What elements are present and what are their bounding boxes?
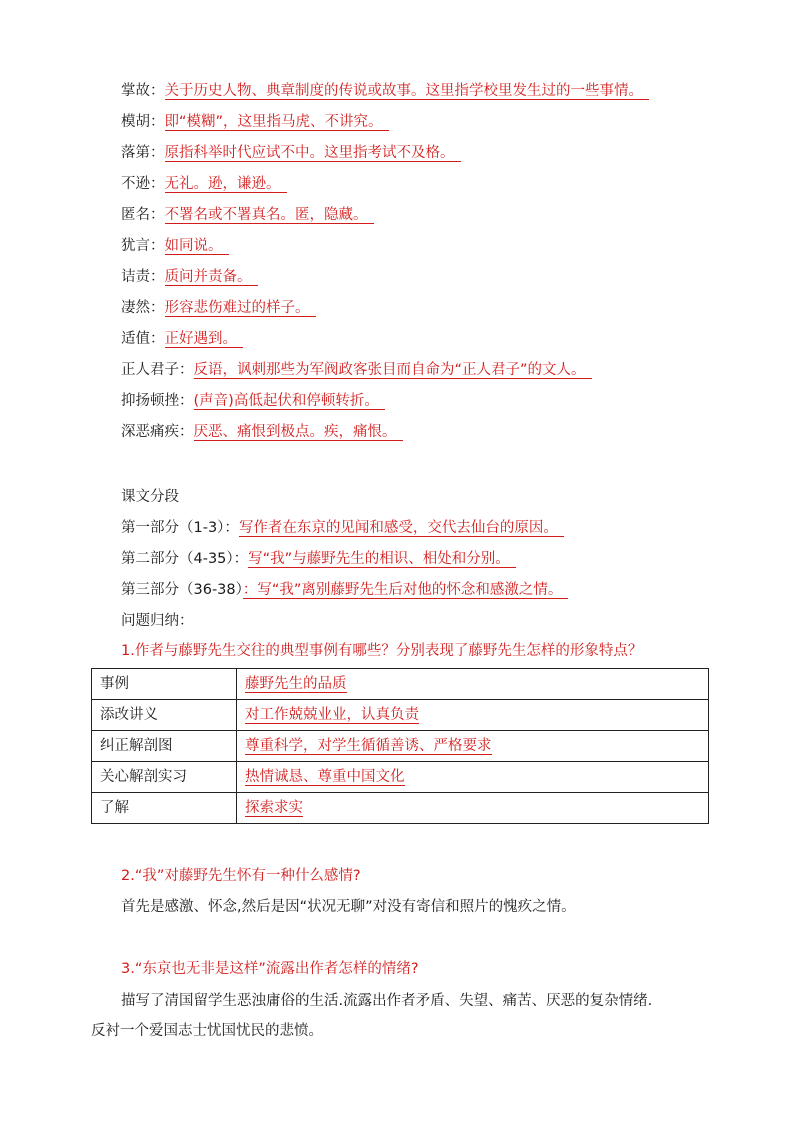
vocab-item [121, 390, 649, 421]
vocab-term: 抑扬顿挫： [121, 393, 194, 409]
vocab-term: 模胡： [121, 114, 165, 130]
vocab-definition: 关于历史人物、典章制度的传说或故事。这里指学校里发生过的一些事情。 [165, 83, 650, 100]
sections-heading: 课文分段 [121, 489, 179, 505]
question-3: 3.“东京也无非是这样”流露出作者怎样的情绪? [121, 961, 419, 977]
table-row [92, 700, 709, 731]
table-cell-example: 添改讲义 [92, 700, 237, 731]
table-row [92, 669, 709, 700]
vocab-term: 落第： [121, 145, 165, 161]
vocab-term: 掌故： [121, 83, 165, 99]
vocab-definition: 反语，讽刺那些为军阀政客张目而自命为“正人君子”的文人。 [194, 362, 592, 379]
vocab-item [121, 266, 649, 297]
table-row [92, 762, 709, 793]
answer-3-line-2: 反衬一个爱国志士忧国忧民的悲愤。 [91, 1023, 323, 1039]
part-label: 第一部分（1-3）： [121, 520, 239, 536]
vocab-definition: 无礼。逊，谦逊。 [165, 176, 287, 193]
vocab-definition: 形容悲伤难过的样子。 [165, 300, 316, 317]
section-part [121, 548, 568, 579]
vocab-definition: 正好遇到。 [165, 331, 244, 348]
question-1: 1.作者与藤野先生交往的典型事例有哪些？分别表现了藤野先生怎样的形象特点？ [121, 643, 643, 659]
part-label: 第二部分（4-35）： [121, 551, 249, 567]
vocab-term: 犹言： [121, 238, 165, 254]
part-description: ：写“我”离别藤野先生后对他的怀念和感激之情。 [243, 582, 569, 599]
vocab-definition: 厌恶、痛恨到极点。疾，痛恨。 [194, 424, 403, 441]
section-part [121, 517, 568, 548]
vocab-term: 匿名： [121, 207, 165, 223]
vocab-item [121, 297, 649, 328]
vocab-definition: 即“模糊”，这里指马虎、不讲究。 [165, 114, 389, 131]
table-cell-example: 纠正解剖图 [92, 731, 237, 762]
part-description: 写“我”与藤野先生的相识、相处和分别。 [248, 551, 516, 568]
answer-3-line-1: 描写了清国留学生恶浊庸俗的生活.流露出作者矛盾、失望、痛苦、厌恶的复杂情绪. [121, 993, 653, 1009]
vocab-item [121, 142, 649, 173]
vocab-definition: (声音)高低起伏和停顿转折。 [194, 393, 385, 410]
answer-2: 首先是感激、怀念,然后是因“状况无聊”对没有寄信和照片的愧疚之情。 [121, 899, 576, 915]
vocab-item [121, 173, 649, 204]
vocab-item [121, 235, 649, 266]
vocab-term: 凄然： [121, 300, 165, 316]
vocab-item [121, 328, 649, 359]
vocab-term: 不逊： [121, 176, 165, 192]
question-2: 2.“我”对藤野先生怀有一种什么感情? [121, 868, 361, 884]
table-cell-quality: 对工作兢兢业业，认真负责 [237, 700, 709, 731]
vocab-item [121, 359, 649, 390]
table-cell-quality: 热情诚恳、尊重中国文化 [237, 762, 709, 793]
vocab-definition: 如同说。 [165, 238, 229, 255]
table-row [92, 793, 709, 824]
table-cell-quality: 探索求实 [237, 793, 709, 824]
vocabulary-list [121, 80, 649, 452]
section-part [121, 579, 568, 610]
vocab-term: 适值： [121, 331, 165, 347]
vocab-item [121, 80, 649, 111]
vocab-term: 深恶痛疾： [121, 424, 194, 440]
vocab-definition: 质问并责备。 [165, 269, 258, 286]
vocab-item [121, 421, 649, 452]
part-label: 第三部分（36-38） [121, 582, 243, 598]
table-cell-quality: 尊重科学，对学生循循善诱、严格要求 [237, 731, 709, 762]
vocab-item [121, 111, 649, 142]
table-cell-example: 关心解剖实习 [92, 762, 237, 793]
vocab-definition: 不署名或不署真名。匿，隐藏。 [165, 207, 374, 224]
part-description: 写作者在东京的见闻和感受，交代去仙台的原因。 [239, 520, 564, 537]
vocab-definition: 原指科举时代应试不中。这里指考试不及格。 [165, 145, 461, 162]
text-sections [121, 486, 568, 641]
table-cell-example: 了解 [92, 793, 237, 824]
vocab-term: 正人君子： [121, 362, 194, 378]
table-cell-quality: 藤野先生的品质 [237, 669, 709, 700]
vocab-term: 诘责： [121, 269, 165, 285]
table-cell-example: 事例 [92, 669, 237, 700]
table-row [92, 731, 709, 762]
examples-table [91, 668, 709, 824]
vocab-item [121, 204, 649, 235]
summary-heading: 问题归纳： [121, 613, 194, 629]
